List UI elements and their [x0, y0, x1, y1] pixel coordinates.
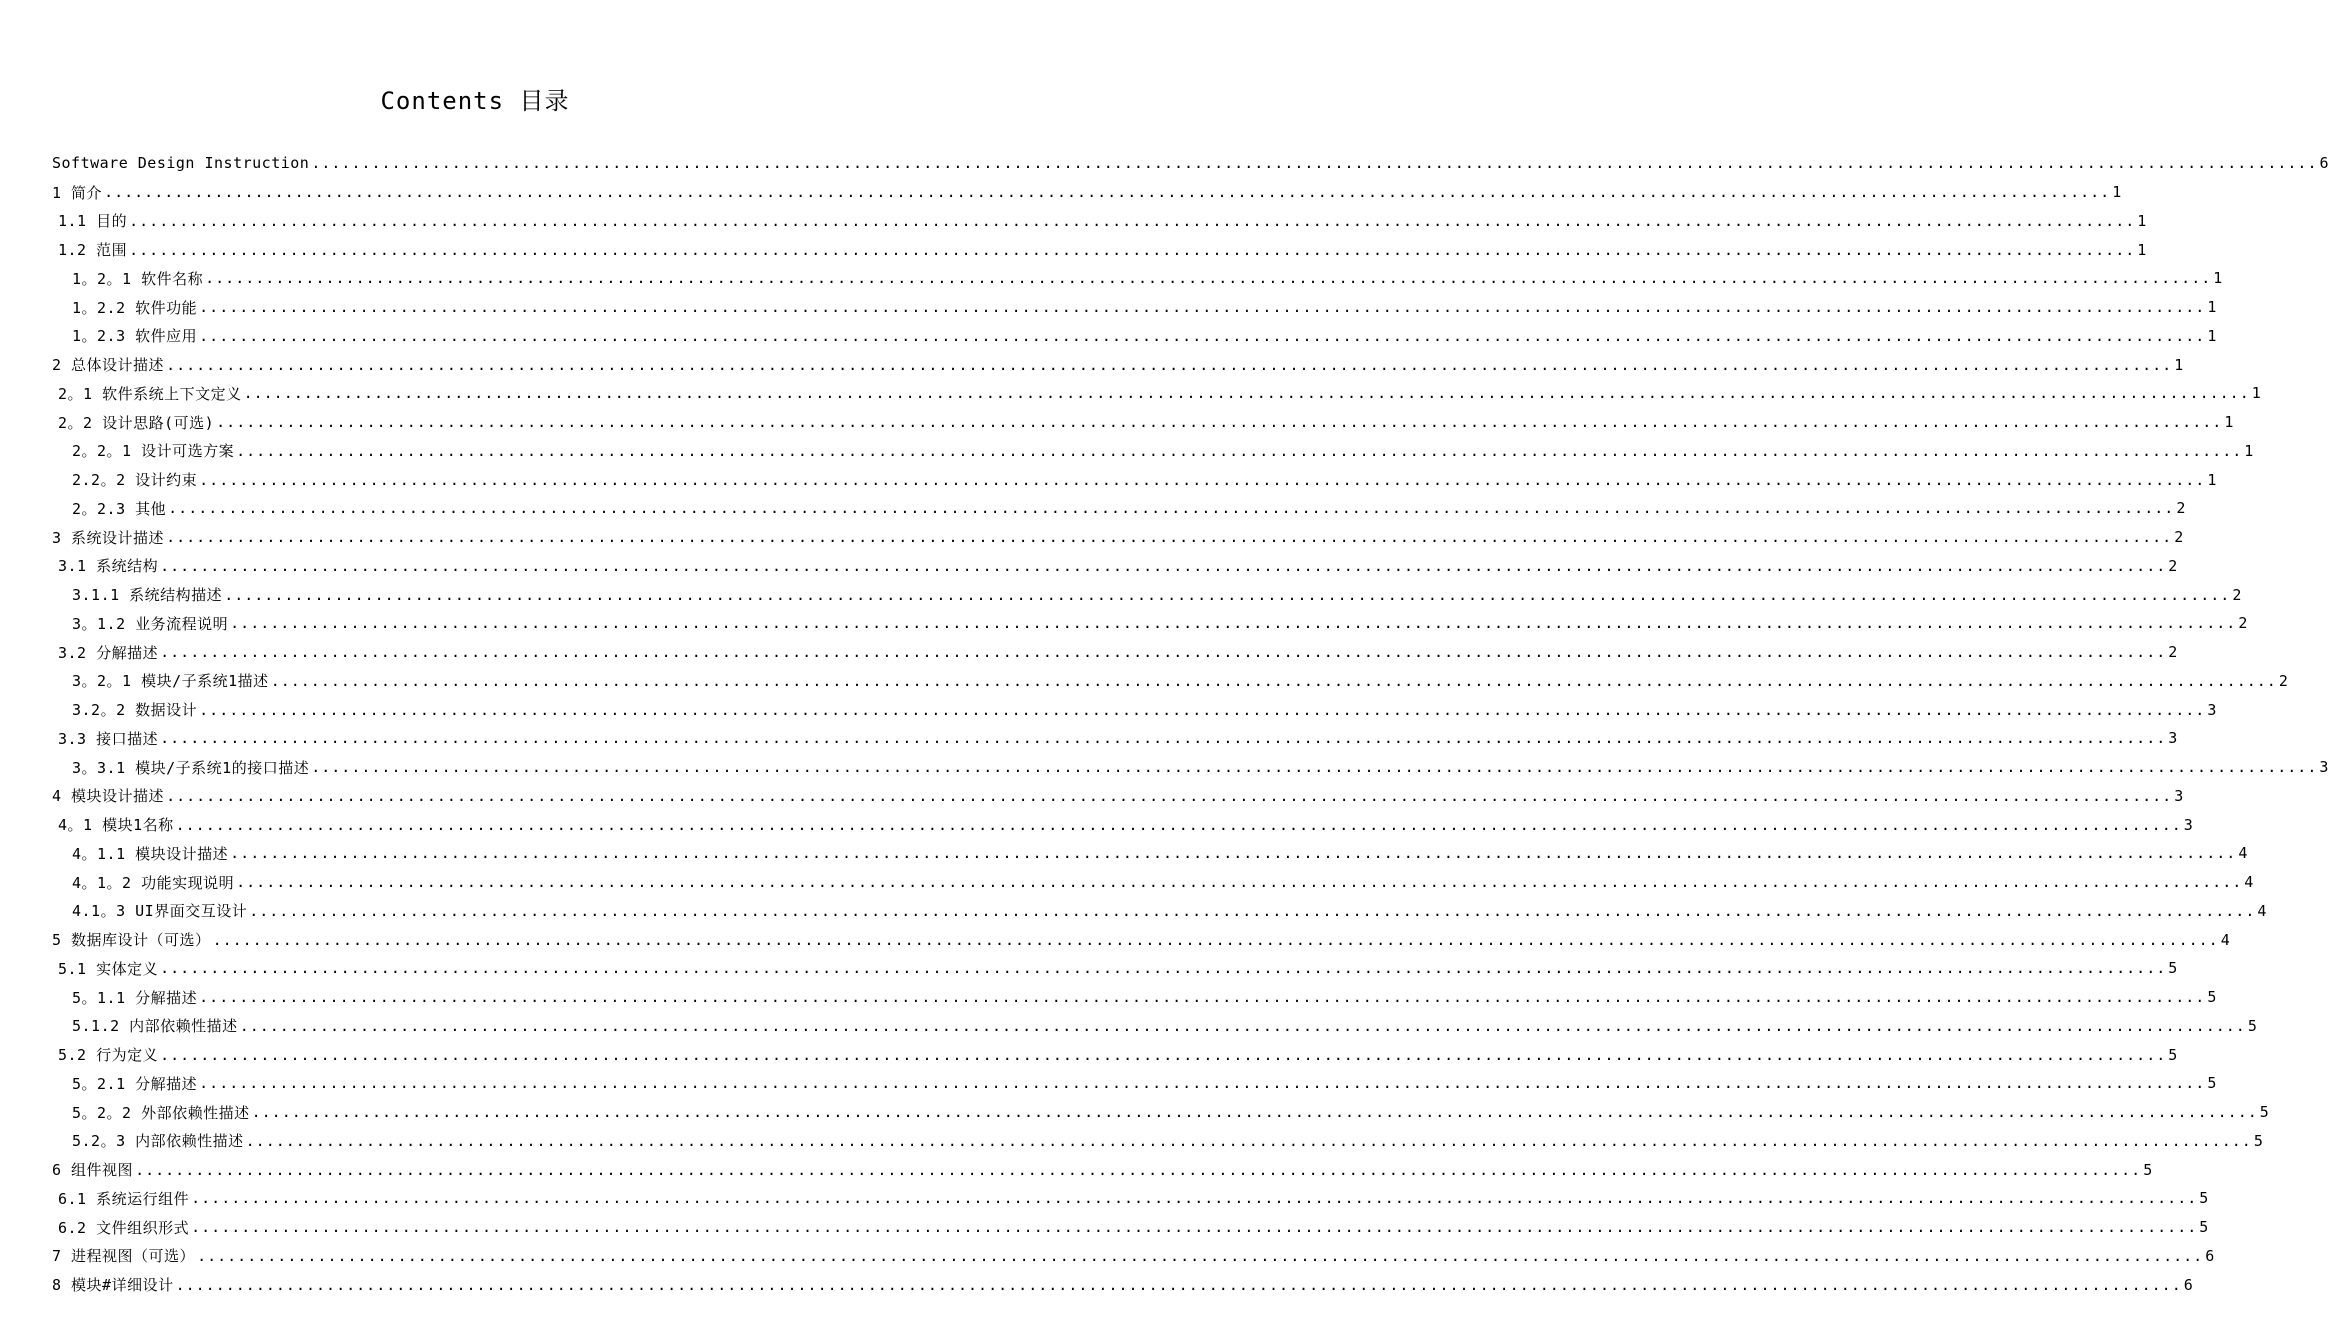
- toc-entry[interactable]: [52, 437, 2254, 466]
- toc-entry-title: 8 模块#详细设计: [52, 1276, 174, 1295]
- toc-dot-leader: ........................................................................................................................................................................................................: [166, 528, 2173, 547]
- toc-entry-title: 4。1.1 模块设计描述: [72, 844, 229, 863]
- toc-dot-leader: ........................................................................................................................................................................................................: [311, 154, 2318, 173]
- toc-entry-page-number: 6: [2183, 1275, 2193, 1294]
- toc-dot-leader: ........................................................................................................................................................................................................: [224, 585, 2231, 604]
- toc-entry-title: 1。2.2 软件功能: [72, 298, 198, 317]
- toc-dot-leader: ........................................................................................................................................................................................................: [175, 815, 2182, 834]
- toc-entry-page-number: 5: [2247, 1016, 2257, 1035]
- toc-entry-title: 3.2 分解描述: [58, 643, 159, 662]
- toc-entry-page-number: 5: [2199, 1218, 2209, 1237]
- toc-dot-leader: ........................................................................................................................................................................................................: [199, 1074, 2206, 1093]
- toc-entry-title: 6 组件视图: [52, 1161, 134, 1180]
- toc-entry-title: 5。2.1 分解描述: [72, 1074, 198, 1093]
- toc-entry[interactable]: [52, 1012, 2257, 1041]
- toc-entry-page-number: 4: [2220, 930, 2230, 949]
- toc-entry[interactable]: [52, 1098, 2269, 1127]
- toc-entry-title: 6.1 系统运行组件: [58, 1189, 190, 1208]
- toc-entry-page-number: 1: [2244, 441, 2254, 460]
- toc-entry-title: 1.2 范围: [58, 241, 128, 260]
- toc-entry-page-number: 6: [2205, 1246, 2215, 1265]
- toc-dot-leader: ........................................................................................................................................................................................................: [216, 413, 2223, 432]
- toc-entry-page-number: 4: [2257, 901, 2267, 920]
- toc-entry-title: 3 系统设计描述: [52, 528, 165, 547]
- page-title: Contents 目录: [380, 87, 570, 115]
- toc-dot-leader: ........................................................................................................................................................................................................: [191, 1218, 2198, 1237]
- toc-entry[interactable]: [52, 178, 2122, 207]
- toc-entry[interactable]: [52, 868, 2254, 897]
- toc-dot-leader: ........................................................................................................................................................................................................: [199, 470, 2206, 489]
- toc-entry-title: 3.1.1 系统结构描述: [72, 586, 223, 605]
- toc-dot-leader: ........................................................................................................................................................................................................: [166, 355, 2173, 374]
- toc-dot-leader: ........................................................................................................................................................................................................: [199, 700, 2206, 719]
- toc-dot-leader: ........................................................................................................................................................................................................: [249, 901, 2256, 920]
- toc-entry-page-number: 2: [2168, 643, 2178, 662]
- toc-entry-page-number: 1: [2251, 384, 2261, 403]
- toc-entry-title: 6.2 文件组织形式: [58, 1218, 190, 1237]
- toc-entry[interactable]: [52, 235, 2147, 264]
- toc-dot-leader: ........................................................................................................................................................................................................: [160, 729, 2167, 748]
- toc-dot-leader: ........................................................................................................................................................................................................: [166, 786, 2173, 805]
- toc-dot-leader: ........................................................................................................................................................................................................: [205, 269, 2212, 288]
- toc-entry[interactable]: [52, 695, 2217, 724]
- toc-entry[interactable]: [52, 839, 2248, 868]
- toc-dot-leader: ........................................................................................................................................................................................................: [270, 671, 2277, 690]
- toc-entry[interactable]: [52, 609, 2248, 638]
- toc-entry-title: 5。1.1 分解描述: [72, 988, 198, 1007]
- toc-entry[interactable]: [52, 1242, 2215, 1271]
- toc-entry-page-number: 5: [2207, 988, 2217, 1007]
- toc-dot-leader: ........................................................................................................................................................................................................: [160, 1045, 2167, 1064]
- toc-entry-title: 1 简介: [52, 183, 103, 202]
- toc-dot-leader: ........................................................................................................................................................................................................: [104, 183, 2111, 202]
- toc-entry-page-number: 1: [2174, 355, 2184, 374]
- toc-entry[interactable]: [52, 897, 2267, 926]
- toc-dot-leader: ........................................................................................................................................................................................................: [199, 298, 2206, 317]
- toc-entry[interactable]: [52, 638, 2178, 667]
- toc-entry-page-number: 1: [2207, 298, 2217, 317]
- toc-entry-title: 1。2。1 软件名称: [72, 269, 204, 288]
- toc-dot-leader: ........................................................................................................................................................................................................: [230, 614, 2237, 633]
- toc-entry[interactable]: [52, 810, 2193, 839]
- toc-entry-title: 7 进程视图（可选）: [52, 1247, 196, 1266]
- toc-entry-page-number: 5: [2168, 959, 2178, 978]
- toc-entry-title: 1。2.3 软件应用: [72, 327, 198, 346]
- toc-entry-page-number: 2: [2176, 499, 2186, 518]
- toc-entry-page-number: 6: [2319, 154, 2329, 173]
- toc-entry-title: 2。2。1 设计可选方案: [72, 442, 235, 461]
- toc-entry-title: 1.1 目的: [58, 212, 128, 231]
- toc-entry-page-number: 5: [2199, 1189, 2209, 1208]
- toc-entry[interactable]: [52, 1040, 2178, 1069]
- toc-entry[interactable]: [52, 1213, 2209, 1242]
- toc-entry[interactable]: [52, 1127, 2263, 1156]
- toc-dot-leader: ........................................................................................................................................................................................................: [129, 240, 2136, 259]
- toc-entry[interactable]: [52, 379, 2261, 408]
- toc-entry-title: 2。1 软件系统上下文定义: [58, 384, 242, 403]
- toc-dot-leader: ........................................................................................................................................................................................................: [135, 1160, 2142, 1179]
- toc-dot-leader: ........................................................................................................................................................................................................: [197, 1246, 2204, 1265]
- toc-entry-page-number: 2: [2232, 585, 2242, 604]
- toc-entry-page-number: 5: [2253, 1131, 2263, 1150]
- toc-entry-title: 3.2。2 数据设计: [72, 701, 198, 720]
- toc-entry-page-number: 1: [2207, 470, 2217, 489]
- toc-dot-leader: ........................................................................................................................................................................................................: [129, 211, 2136, 230]
- toc-dot-leader: ........................................................................................................................................................................................................: [160, 643, 2167, 662]
- toc-entry-page-number: 1: [2213, 269, 2223, 288]
- toc-entry-title: 3。1.2 业务流程说明: [72, 614, 229, 633]
- toc-entry[interactable]: [52, 264, 2223, 293]
- toc-entry-page-number: 2: [2278, 671, 2288, 690]
- toc-entry[interactable]: [52, 149, 2329, 178]
- toc-entry[interactable]: [52, 1270, 2193, 1299]
- toc-dot-leader: ........................................................................................................................................................................................................: [160, 959, 2167, 978]
- toc-entry[interactable]: [52, 350, 2184, 379]
- toc-entry-title: 3。2。1 模块/子系统1描述: [72, 672, 269, 691]
- toc-entry-title: 4。1 模块1名称: [58, 816, 174, 835]
- table-of-contents: [52, 149, 2329, 1299]
- toc-entry[interactable]: [52, 552, 2178, 581]
- toc-entry-title: 2 总体设计描述: [52, 356, 165, 375]
- toc-entry-title: 5.2 行为定义: [58, 1046, 159, 1065]
- toc-dot-leader: ........................................................................................................................................................................................................: [236, 441, 2243, 460]
- toc-entry[interactable]: [52, 207, 2147, 236]
- toc-entry-page-number: 3: [2183, 815, 2193, 834]
- toc-entry[interactable]: [52, 494, 2186, 523]
- toc-entry-page-number: 3: [2174, 786, 2184, 805]
- toc-entry-page-number: 2: [2238, 614, 2248, 633]
- toc-dot-leader: ........................................................................................................................................................................................................: [168, 499, 2175, 518]
- toc-entry-page-number: 4: [2238, 844, 2248, 863]
- toc-entry-page-number: 1: [2207, 326, 2217, 345]
- toc-dot-leader: ........................................................................................................................................................................................................: [239, 1016, 2246, 1035]
- toc-entry-title: 4。1。2 功能实现说明: [72, 873, 235, 892]
- toc-entry-title: 3.3 接口描述: [58, 729, 159, 748]
- toc-entry-title: 2.2。2 设计约束: [72, 471, 198, 490]
- toc-entry-page-number: 3: [2207, 700, 2217, 719]
- toc-dot-leader: ........................................................................................................................................................................................................: [191, 1189, 2198, 1208]
- toc-dot-leader: ........................................................................................................................................................................................................: [199, 326, 2206, 345]
- toc-entry-page-number: 2: [2174, 528, 2184, 547]
- toc-entry-page-number: 4: [2244, 873, 2254, 892]
- toc-dot-leader: ........................................................................................................................................................................................................: [230, 844, 2237, 863]
- toc-entry[interactable]: [52, 667, 2288, 696]
- toc-entry-page-number: 1: [2224, 413, 2234, 432]
- toc-entry[interactable]: [52, 465, 2217, 494]
- toc-dot-leader: ........................................................................................................................................................................................................: [243, 384, 2250, 403]
- toc-entry-title: 3。3.1 模块/子系统1的接口描述: [72, 758, 310, 777]
- toc-dot-leader: ........................................................................................................................................................................................................: [245, 1131, 2252, 1150]
- toc-dot-leader: ........................................................................................................................................................................................................: [311, 758, 2318, 777]
- toc-entry-title: 5.1.2 内部依赖性描述: [72, 1017, 238, 1036]
- toc-entry-page-number: 5: [2168, 1045, 2178, 1064]
- toc-entry[interactable]: [52, 925, 2230, 954]
- toc-entry[interactable]: [52, 954, 2178, 983]
- toc-entry-page-number: 5: [2259, 1103, 2269, 1122]
- toc-dot-leader: ........................................................................................................................................................................................................: [212, 930, 2219, 949]
- toc-dot-leader: ........................................................................................................................................................................................................: [236, 873, 2243, 892]
- toc-entry-title: 5 数据库设计（可选）: [52, 931, 211, 950]
- toc-entry[interactable]: [52, 1184, 2209, 1213]
- toc-entry[interactable]: [52, 580, 2242, 609]
- toc-entry-title: 2。2.3 其他: [72, 499, 167, 518]
- toc-entry-title: 4.1。3 UI界面交互设计: [72, 902, 248, 921]
- toc-entry-title: 4 模块设计描述: [52, 787, 165, 806]
- toc-entry-title: Software Design Instruction: [52, 154, 310, 173]
- toc-entry[interactable]: [52, 724, 2178, 753]
- toc-entry-title: 2。2 设计思路(可选): [58, 413, 215, 432]
- toc-dot-leader: ........................................................................................................................................................................................................: [199, 988, 2206, 1007]
- toc-entry[interactable]: [52, 782, 2184, 811]
- toc-entry-page-number: 1: [2137, 240, 2147, 259]
- toc-entry-page-number: 5: [2143, 1160, 2153, 1179]
- toc-entry-title: 5。2。2 外部依赖性描述: [72, 1103, 250, 1122]
- toc-entry-page-number: 2: [2168, 556, 2178, 575]
- toc-entry-page-number: 5: [2207, 1074, 2217, 1093]
- toc-entry[interactable]: [52, 1069, 2217, 1098]
- toc-dot-leader: ........................................................................................................................................................................................................: [175, 1275, 2182, 1294]
- toc-dot-leader: ........................................................................................................................................................................................................: [251, 1103, 2258, 1122]
- toc-entry-page-number: 1: [2112, 183, 2122, 202]
- toc-entry[interactable]: [52, 322, 2217, 351]
- toc-dot-leader: ........................................................................................................................................................................................................: [160, 556, 2167, 575]
- toc-entry[interactable]: [52, 1155, 2153, 1184]
- toc-entry[interactable]: [52, 753, 2329, 782]
- toc-entry-title: 3.1 系统结构: [58, 557, 159, 576]
- toc-entry-title: 5.2。3 内部依赖性描述: [72, 1132, 244, 1151]
- toc-entry[interactable]: [52, 293, 2217, 322]
- toc-entry-page-number: 3: [2168, 729, 2178, 748]
- toc-entry[interactable]: [52, 523, 2184, 552]
- toc-entry[interactable]: [52, 983, 2217, 1012]
- toc-entry[interactable]: [52, 408, 2234, 437]
- toc-entry-title: 5.1 实体定义: [58, 959, 159, 978]
- toc-entry-page-number: 1: [2137, 211, 2147, 230]
- toc-entry-page-number: 3: [2319, 758, 2329, 777]
